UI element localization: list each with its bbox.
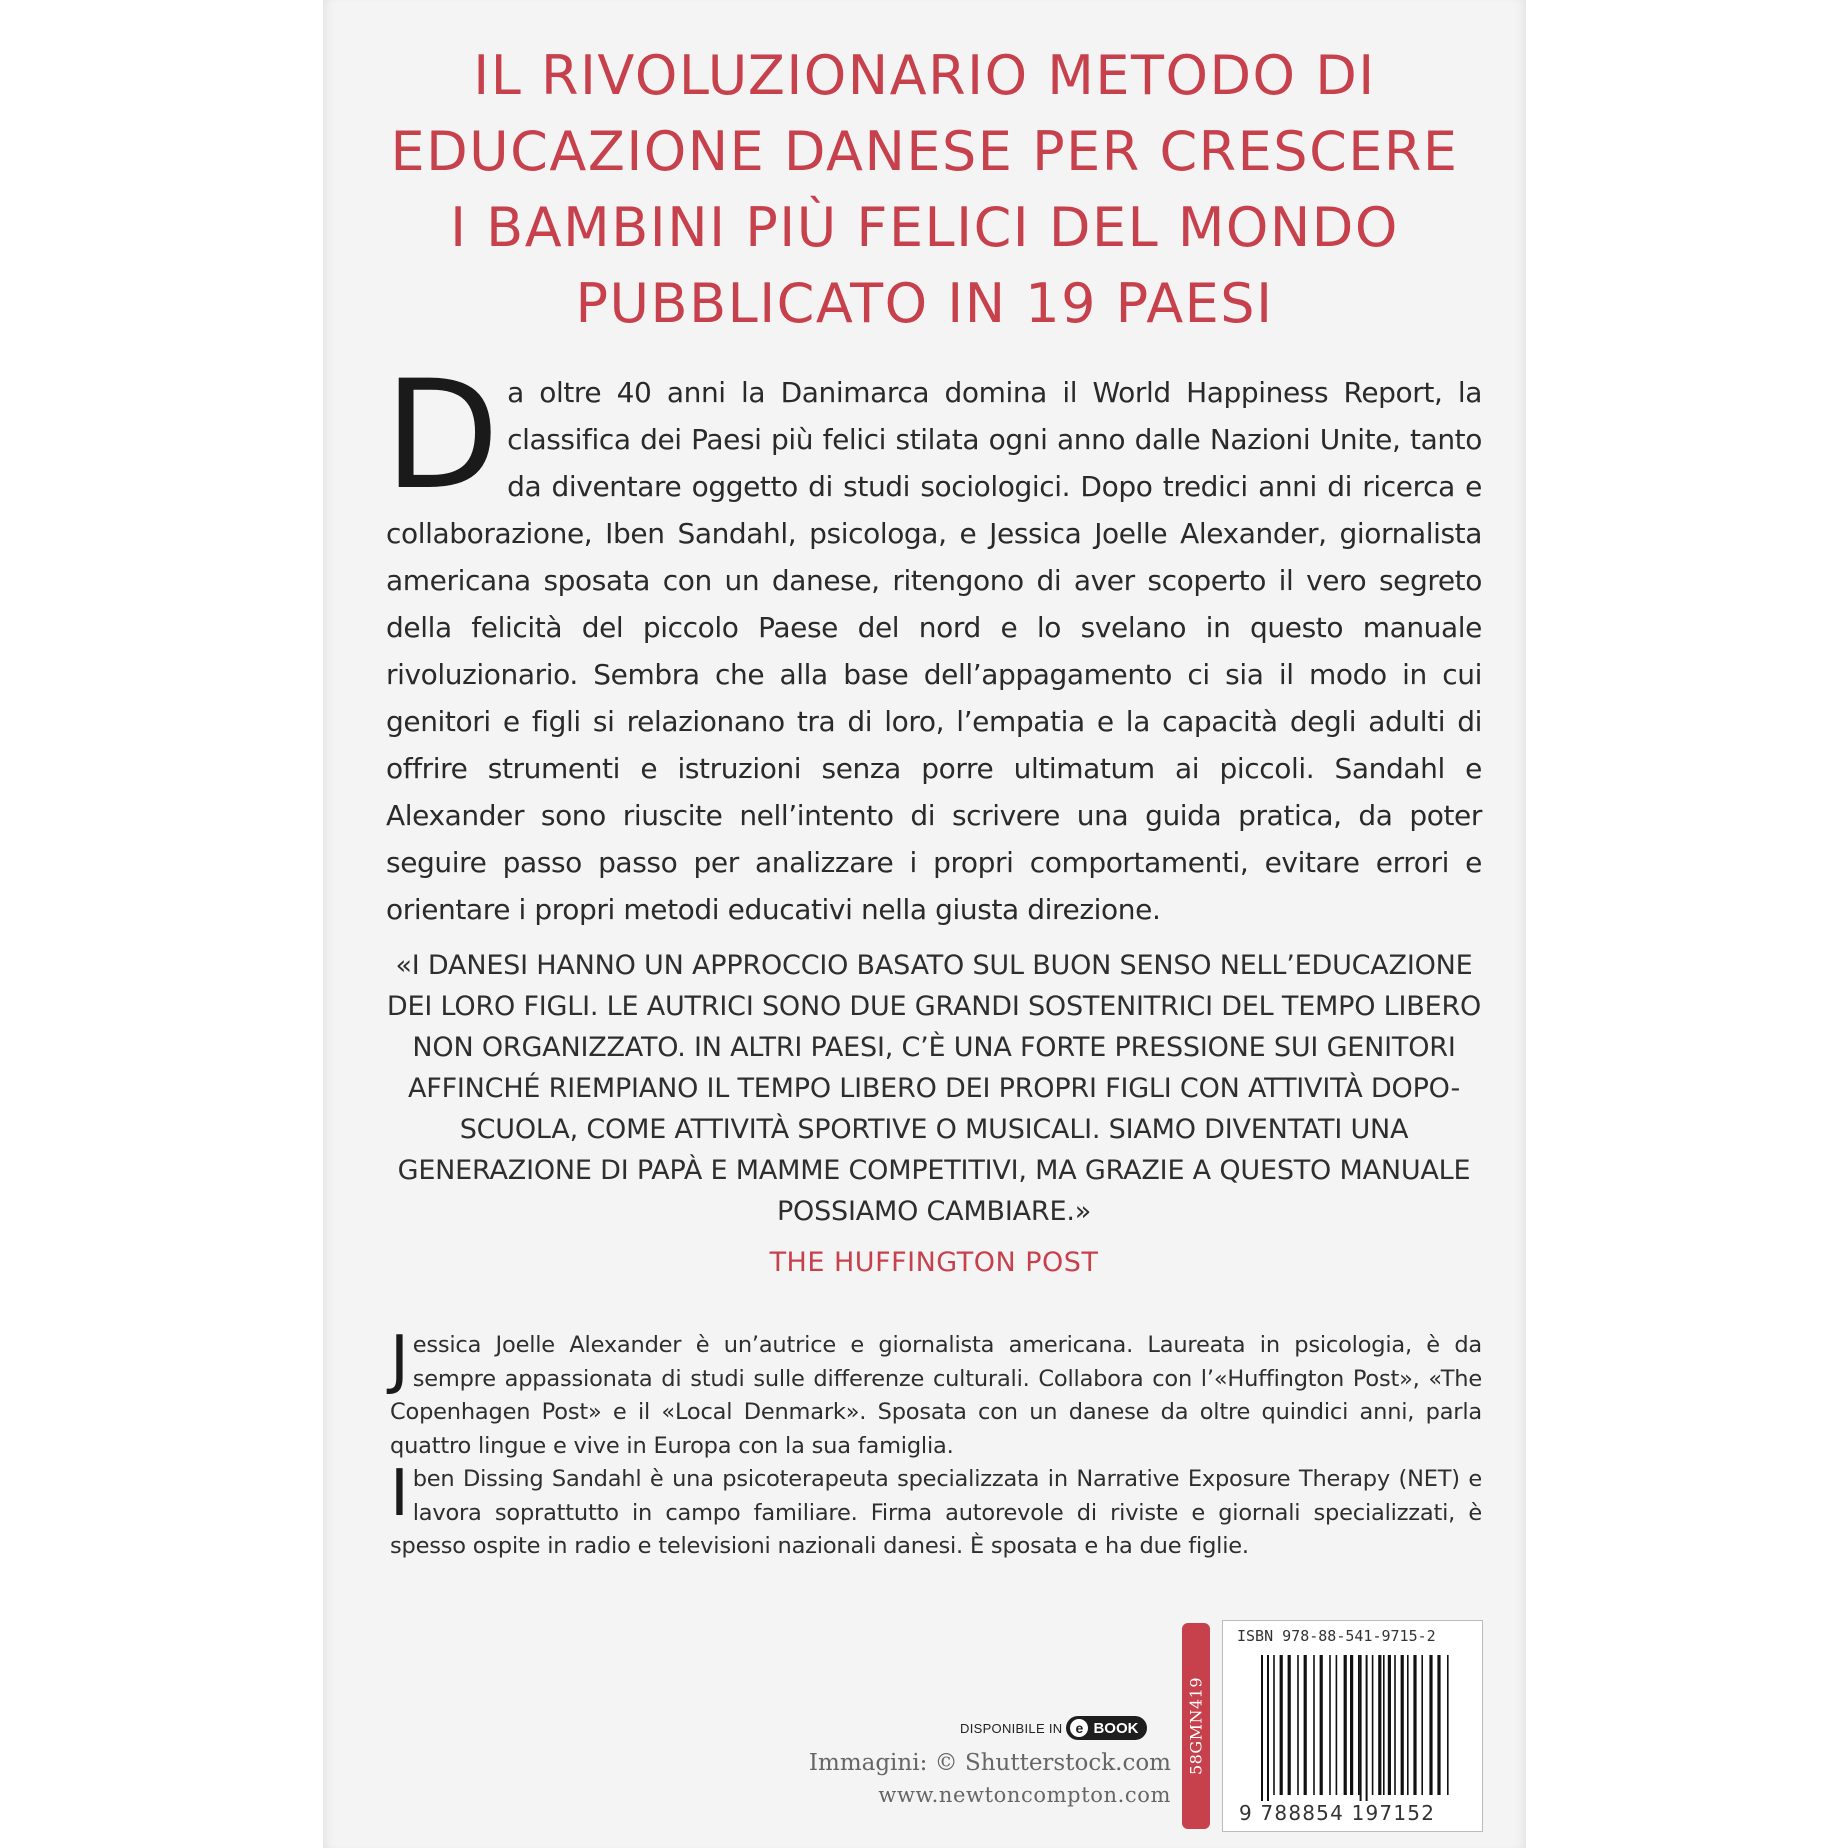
barcode-number: 9 788854 197152 [1239,1801,1436,1825]
drop-cap: D [384,349,500,523]
description-text: a oltre 40 anni la Danimarca domina il World Happiness Report, la classifica dei Paesi più felici stilata ogni anno dalle Nazioni Unite, tanto da diventare oggetto di studi sociologici. Dopo tredici anni di ricerca e collaborazione, Iben Sandahl, psicologa, e Jessica Joelle Alexander, giornalista americana sposata con un danese, ritengono di aver scoperto il vero segreto della felicità del piccolo Paese del nord e lo svelano in questo manuale rivoluzionario. Sembra che alla base dell’appagamento ci sia il modo in cui genitori e figli si relazionano tra di loro, l’empatia e la capacità degli adulti di offrire strumenti e istruzioni senza porre ultimatum ai piccoli. Sandahl e Alexander sono riuscite nell’intento di scrivere una guida pratica, da poter seguire passo passo per analizzare i propri comportamenti, evitare errori e orientare i propri metodi educativi nella giusta direzione. [386,376,1482,926]
headline [323,38,1526,342]
barcode-icon [1261,1655,1451,1801]
author-bio-sandahl [390,1457,1482,1564]
book-description [384,349,1482,933]
ebook-logo [1066,1716,1147,1740]
isbn-text: ISBN 978-88-541-9715-2 [1237,1627,1436,1645]
bio-cap: J [390,1323,409,1397]
ebook-label: DISPONIBILE IN [960,1720,1063,1736]
product-code-strip [1182,1623,1210,1829]
author-bio-alexander [390,1323,1482,1463]
headline-line: IL RIVOLUZIONARIO METODO DI [473,44,1376,107]
credits [809,1746,1171,1810]
headline-line: PUBBLICATO IN 19 PAESI [575,272,1274,335]
ebook-badge-text: BOOK [1093,1719,1139,1737]
product-code: 58GMN419 [1186,1676,1206,1776]
press-quote: «I DANESI HANNO UN APPROCCIO BASATO SUL BUON SENSO NELL’EDUCAZIONE DEI LORO FIGLI. LE AUTRICI SONO DUE GRANDI SOSTENITRICI DEL TEMPO LIBERO NON ORGANIZZATO. IN ALTRI PAESI, C’È UNA FORTE PRESSIONE SUI GENITORI AFFINCHÉ RIEMPIANO IL TEMPO LIBERO DEI PROPRI FIGLI CON ATTIVITÀ DOPO-SCUOLA, COME ATTIVITÀ SPORTIVE O MUSICALI. SIAMO DIVENTATI UNA GENERAZIONE DI PAPÀ E MAMME COMPETITIVI, MA GRAZIE A QUESTO MANUALE POSSIAMO CAMBIARE.» [386,950,1482,1227]
barcode-box [1222,1620,1483,1832]
bio-text: essica Joelle Alexander è un’autrice e giornalista americana. Laureata in psicologia, è da sempre appassionata di studi sulle differenze culturali. Collabora con l’«Huffington Post», «The Copenhagen Post» e il «Local Denmark». Sposata con un danese da oltre quindici anni, parla quattro lingue e vive in Europa con la sua famiglia. [390,1332,1482,1459]
publisher-website: www.newtoncompton.com [878,1783,1171,1807]
ebook-e-icon: e [1070,1719,1088,1737]
bio-text: ben Dissing Sandahl è una psicoterapeuta specializzata in Narrative Exposure Therapy (NET) e lavora soprattutto in campo familiare. Firma autorevole di riviste e giornali specializzati, è spesso ospite in radio e televisioni nazionali danesi. È sposata e ha due figlie. [390,1466,1482,1559]
bio-cap: I [390,1457,409,1531]
ebook-availability [960,1716,1147,1740]
headline-line: I BAMBINI PIÙ FELICI DEL MONDO [450,196,1399,259]
image-credit: Immagini: © Shutterstock.com [808,1750,1171,1776]
quote-source: THE HUFFINGTON POST [769,1247,1099,1278]
headline-line: EDUCAZIONE DANESE PER CRESCERE [390,120,1459,183]
